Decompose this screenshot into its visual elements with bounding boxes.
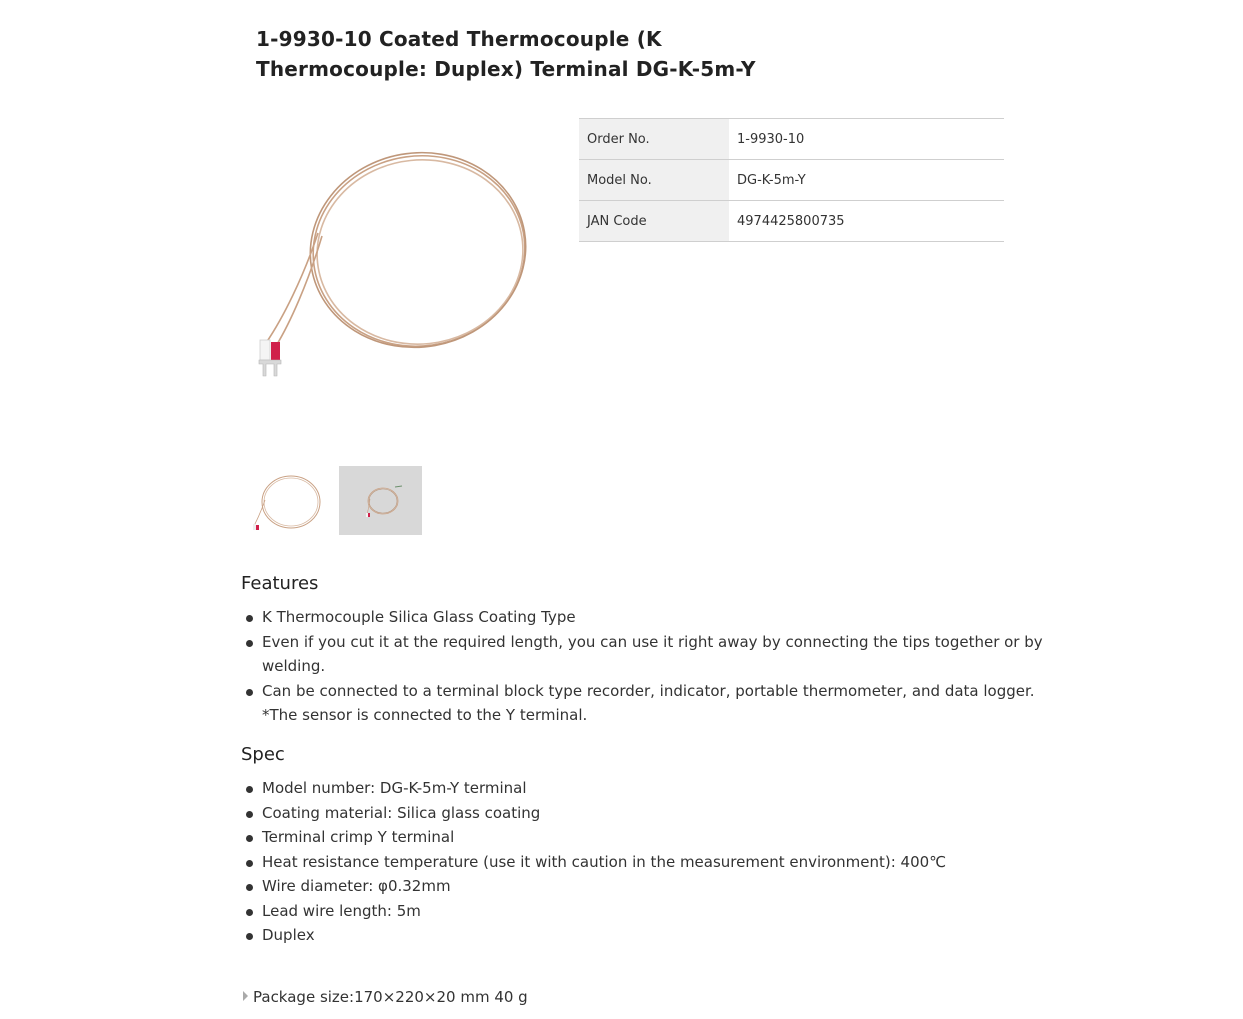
feature-text: K Thermocouple Silica Glass Coating Type [262,608,576,626]
order-no-label: Order No. [579,119,729,160]
list-item [244,776,1044,801]
spec-text: Duplex [262,926,315,944]
spec-text: Lead wire length: 5m [262,901,421,920]
spec-text: Heat resistance temperature (use it with caution in the measurement environment): 400℃ [262,852,947,871]
product-title [256,24,816,84]
list-item [244,850,1044,875]
jan-code-value: 4974425800735 [729,201,1004,242]
table-row [579,201,1004,242]
spec-table [579,118,1004,242]
feature-note: *The sensor is connected to the Y terminal. [262,706,588,724]
triangle-right-icon [243,991,248,1001]
list-item [244,630,1044,679]
spec-heading: Spec [241,744,285,765]
jan-code-label: JAN Code [579,201,729,242]
thumbnail-2[interactable] [339,466,422,535]
list-item [244,923,1044,948]
package-size [243,988,528,1006]
model-no-value: DG-K-5m-Y [729,160,1004,201]
spec-list [244,776,1044,948]
feature-text: Can be connected to a terminal block type recorder, indicator, portable thermometer, and data logger. [262,681,1035,700]
spec-text: Coating material: Silica glass coating [262,803,541,822]
list-item [244,825,1044,850]
features-list [244,605,1044,728]
table-row [579,160,1004,201]
features-heading: Features [241,573,319,594]
model-no-label: Model No. [579,160,729,201]
thumbnail-1-image [249,466,332,535]
product-main-image [248,118,548,418]
thumbnail-1[interactable] [249,466,332,535]
spec-text: Model number: DG-K-5m-Y terminal [262,779,527,797]
spec-text: Wire diameter: φ0.32mm [262,877,451,895]
order-no-value: 1-9930-10 [729,119,1004,160]
list-item [244,605,1044,630]
table-row [579,119,1004,160]
product-title-line-1: 1-9930-10 Coated Thermocouple (K [256,27,662,51]
list-item [244,899,1044,924]
list-item [244,874,1044,899]
product-title-line-2: Thermocouple: Duplex) Terminal DG-K-5m-Y [256,57,756,81]
list-item [244,679,1044,728]
thumbnail-2-image [339,466,422,535]
spec-text: Terminal crimp Y terminal [262,828,455,846]
package-size-text: Package size:170×220×20 mm 40 g [253,988,528,1006]
list-item [244,801,1044,826]
feature-text: Even if you cut it at the required length, you can use it right away by connecting the tips together or by welding. [262,632,1043,675]
